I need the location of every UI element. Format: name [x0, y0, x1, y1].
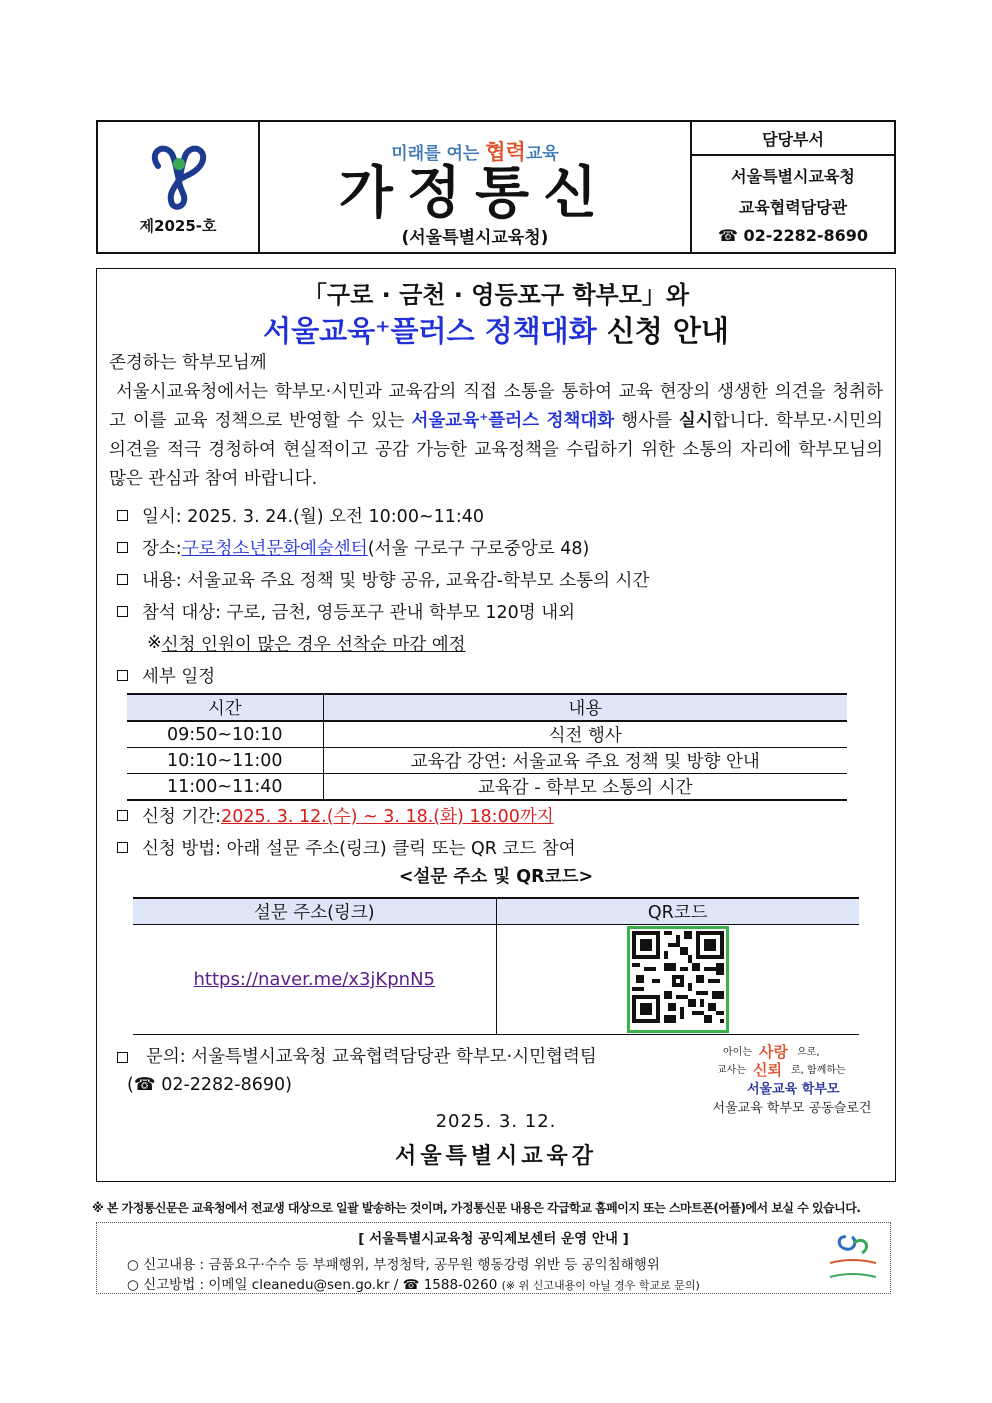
checkbox-square-icon: [117, 510, 128, 521]
department-org: 서울특별시교육청: [731, 166, 855, 186]
survey-qr-cell: [496, 925, 859, 1035]
contact-info: [117, 1043, 597, 1099]
schedule-content: 식전 행사: [323, 721, 847, 748]
note-text: 신청 인원이 많은 경우 선착순 마감 예정: [161, 634, 466, 655]
department-cell: [692, 122, 894, 252]
info-date: [117, 499, 875, 531]
page-subtitle: (서울특별시교육청): [401, 228, 549, 248]
contact-phone: (☎ 02-2282-8690): [127, 1075, 292, 1095]
notice-title-line2: [97, 309, 895, 350]
parent-slogan-logo-icon: [717, 1039, 877, 1099]
table-row: [127, 774, 847, 801]
info-note: [117, 627, 875, 659]
slogan-pre: 미래를 여는: [391, 144, 486, 164]
notice-body: [109, 378, 883, 494]
department-body: [692, 156, 894, 252]
slogan-highlight: 협력: [485, 140, 526, 164]
table-row: [127, 721, 847, 748]
apply-list: [117, 799, 875, 891]
schedule-table: [127, 693, 847, 801]
info-schedule-label: [117, 659, 875, 691]
survey-row: [133, 925, 859, 1035]
whistleblower-method-note: (※ 위 신고내용이 아닐 경우 학교로 문의): [501, 1279, 700, 1292]
whistleblower-title: [ 서울특별시교육청 공익제보센터 운영 안내 ]: [358, 1231, 629, 1247]
info-date-text: 일시: 2025. 3. 24.(월) 오전 10:00~11:40: [142, 506, 485, 527]
qr-code-icon[interactable]: [627, 926, 729, 1033]
checkbox-square-icon: [117, 606, 128, 617]
seoul-education-mascot-icon: [824, 1233, 882, 1287]
apply-method-text: 신청 방법: 아래 설문 주소(링크) 클릭 또는 QR 코드 참여: [142, 838, 576, 859]
schedule-content: 교육감 - 학부모 소통의 시간: [323, 774, 847, 801]
body-part3: 합니다. 학부모·시민의 의견을 적극 경청하여 현실적이고 공감 가능한 교육정책을 수립하기 위한 소통의 자리에 학부모님의 많은 관심과 참여 바랍니다.: [109, 411, 883, 489]
body-bold: 실시: [678, 411, 713, 431]
svg-text:아이는: 아이는: [723, 1047, 752, 1058]
apply-method: [117, 831, 875, 863]
schedule-header-time: 시간: [127, 694, 323, 721]
body-part2: 행사를: [614, 411, 679, 431]
survey-table: [133, 897, 859, 1035]
checkbox-square-icon: [117, 670, 128, 681]
info-place-label: 장소:: [142, 538, 182, 559]
apply-period: [117, 799, 875, 831]
survey-header-link: 설문 주소(링크): [133, 898, 496, 925]
whistleblower-method: [127, 1273, 700, 1293]
apply-period-text: 2025. 3. 12.(수) ~ 3. 18.(화) 18:00까지: [221, 806, 554, 827]
header-box: [96, 120, 896, 254]
department-office: 교육협력담당관: [738, 197, 848, 217]
schedule-header-row: [127, 694, 847, 721]
body-part1: 서울시교육청에서는 학부모·시민과 교육감의 직접 소통을 통하여 교육 현장의 생생한 의견을 청취하고 이를 교육 정책으로 반영할 수 있는: [109, 382, 883, 431]
svg-text:교사는: 교사는: [717, 1065, 746, 1076]
issue-date: 2025. 3. 12.: [435, 1111, 557, 1132]
info-place-name: 구로청소년문화예술센터: [181, 538, 368, 559]
svg-text:신뢰: 신뢰: [753, 1061, 782, 1079]
whistleblower-content: ○ 신고내용 : 금품요구·수수 등 부패행위, 부정청탁, 공무원 행동강령 위반 등 공익침해행위: [127, 1257, 660, 1273]
contact-line1: [117, 1043, 597, 1071]
header-logo-cell: [98, 122, 260, 252]
body-event: 서울교육⁺플러스 정책대화: [411, 411, 615, 431]
survey-link[interactable]: https://naver.me/x3jKpnN5: [193, 969, 435, 990]
slogan-post: 교육: [525, 144, 559, 164]
svg-text:사랑: 사랑: [759, 1043, 788, 1061]
footer-note: ※ 본 가정통신문은 교육청에서 전교생 대상으로 일괄 발송하는 것이며, 가정통신문 내용은 각급학교 홈페이지 또는 스마트폰(어플)에서 보실 수 있습니다.: [92, 1201, 861, 1215]
department-phone: ☎ 02-2282-8690: [717, 225, 869, 245]
page-title: 가정통신: [338, 161, 612, 226]
survey-header-qr: QR코드: [496, 898, 859, 925]
checkbox-square-icon: [117, 842, 128, 853]
svg-text:서울교육 학부모: 서울교육 학부모: [747, 1082, 840, 1097]
info-content-text: 내용: 서울교육 주요 정책 및 방향 공유, 교육감-학부모 소통의 시간: [142, 570, 650, 591]
table-row: [127, 748, 847, 774]
greeting: 존경하는 학부모님께: [109, 353, 267, 373]
schedule-content: 교육감 강연: 서울교육 주요 정책 및 방향 안내: [323, 748, 847, 774]
notice-box: [96, 268, 896, 1182]
checkbox-square-icon: [117, 542, 128, 553]
checkbox-square-icon: [117, 810, 128, 821]
slogan-caption: 서울교육 학부모 공동슬로건: [712, 1101, 872, 1116]
apply-period-label: 신청 기간:: [142, 806, 222, 827]
survey-header-row: [133, 898, 859, 925]
whistleblower-method-main: ○ 신고방법 : 이메일 cleanedu@sen.go.kr / ☎ 1588-0260: [127, 1277, 502, 1293]
info-place: [117, 531, 875, 563]
checkbox-square-icon: [117, 1052, 128, 1063]
svg-text:으로,: 으로,: [797, 1047, 820, 1058]
schedule-label-text: 세부 일정: [142, 666, 216, 687]
note-mark: ※: [147, 633, 162, 653]
contact-org: 문의: 서울특별시교육청 교육협력담당관 학부모·시민협력팀: [146, 1047, 597, 1067]
schedule-time: 11:00~11:40: [127, 774, 323, 801]
notice-title-rest: 신청 안내: [596, 314, 729, 348]
info-content: [117, 563, 875, 595]
issue-number: 제2025-호: [139, 217, 217, 235]
survey-link-cell: [133, 925, 496, 1035]
schedule-time: 10:10~11:00: [127, 748, 323, 774]
svg-text:로, 함께하는: 로, 함께하는: [791, 1065, 846, 1076]
schedule-time: 09:50~10:10: [127, 721, 323, 748]
seoul-education-logo-icon: [146, 140, 212, 212]
header-title-cell: [260, 122, 692, 252]
schedule-header-content: 내용: [323, 694, 847, 721]
info-place-address: (서울 구로구 구로중앙로 48): [367, 538, 590, 559]
notice-title-event: 서울교육⁺플러스 정책대화: [263, 314, 597, 348]
info-target-text: 참석 대상: 구로, 금천, 영등포구 관내 학부모 120명 내외: [142, 602, 576, 623]
info-list: [117, 499, 875, 691]
issuer-signature: 서울특별시교육감: [394, 1144, 598, 1169]
department-label: 담당부서: [692, 122, 894, 156]
survey-title: <설문 주소 및 QR코드>: [398, 867, 594, 887]
checkbox-square-icon: [117, 574, 128, 585]
whistleblower-box: [96, 1222, 891, 1294]
info-target: [117, 595, 875, 627]
notice-title-line1: 「구로 · 금천 · 영등포구 학부모」와: [302, 281, 690, 309]
